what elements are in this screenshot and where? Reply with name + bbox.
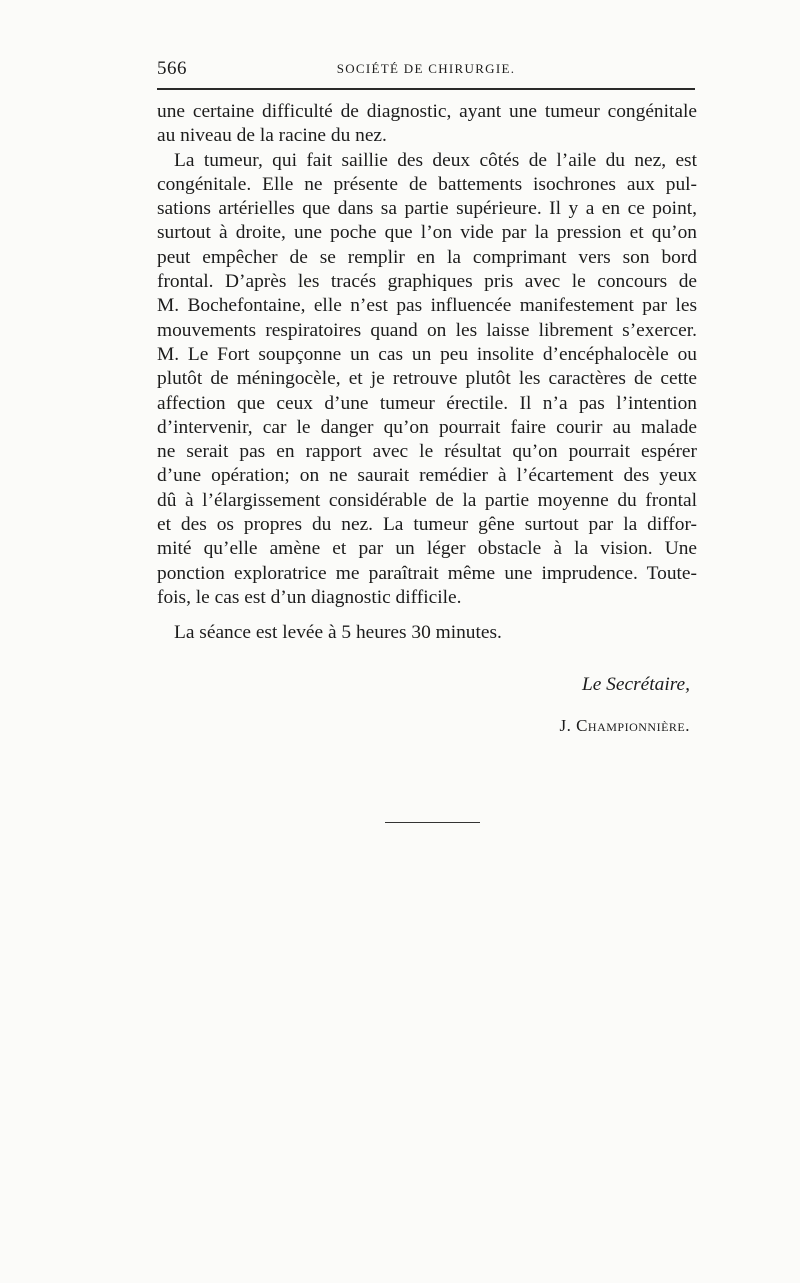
text-line: d’une opération; on ne saurait remédier à l’écartement des yeux xyxy=(157,465,697,487)
journal-title: SOCIÉTÉ DE CHIRURGIE. xyxy=(336,61,516,76)
text-line: M. Le Fort soupçonne un cas un peu insolite d’encéphalocèle ou xyxy=(157,343,697,365)
text-line: d’intervenir, car le danger qu’on pourrait faire courir au malade xyxy=(157,416,697,438)
text-line: sations artérielles que dans sa partie supérieure. Il y a en ce point, xyxy=(157,198,697,220)
text-line: ne serait pas en rapport avec le résultat qu’on pourrait espérer xyxy=(157,441,697,463)
text-line: M. Bochefontaine, elle n’est pas influencée manifestement par les xyxy=(157,295,697,317)
signature-title: Le Secrétaire, xyxy=(581,674,690,695)
text-line: mouvements respiratoires quand on les laisse librement s’exercer. xyxy=(157,319,697,341)
text-line: frontal. D’après les tracés graphiques pris avec le concours de xyxy=(157,271,697,293)
text-line: plutôt de méningocèle, et je retrouve plutôt les caractères de cette xyxy=(157,368,697,390)
text-line: peut empêcher de se remplir en la comprimant vers son bord xyxy=(157,246,697,268)
text-line: affection que ceux d’une tumeur érectile. Il n’a pas l’intention xyxy=(157,392,697,414)
text-line: au niveau de la racine du nez. xyxy=(157,125,387,147)
text-line: surtout à droite, une poche que l’on vide par la pression et qu’on xyxy=(157,222,697,244)
signature-initial: J. xyxy=(559,716,572,735)
signature-surname: Championnière. xyxy=(576,716,690,735)
text-line: une certaine difficulté de diagnostic, ayant une tumeur congénitale xyxy=(157,101,697,122)
running-header xyxy=(157,58,695,82)
text-line: fois, le cas est d’un diagnostic difficile. xyxy=(157,586,462,608)
text-line: La tumeur, qui fait saillie des deux côtés de l’aile du nez, est xyxy=(174,149,697,171)
text-line: congénitale. Elle ne présente de battements isochrones aux pul- xyxy=(157,173,697,195)
page-number: 566 xyxy=(157,58,187,79)
text-line: et des os propres du nez. La tumeur gêne surtout par la diffor- xyxy=(157,514,697,536)
end-rule xyxy=(385,822,480,823)
closing-sentence: La séance est levée à 5 heures 30 minutes. xyxy=(174,622,502,643)
text-line: ponction exploratrice me paraîtrait même une imprudence. Toute- xyxy=(157,562,697,584)
text-line: mité qu’elle amène et par un léger obstacle à la vision. Une xyxy=(157,538,697,560)
header-rule xyxy=(157,88,695,90)
signature-name xyxy=(559,716,690,736)
text-line: dû à l’élargissement considérable de la partie moyenne du frontal xyxy=(157,489,697,511)
body-text xyxy=(157,100,697,610)
